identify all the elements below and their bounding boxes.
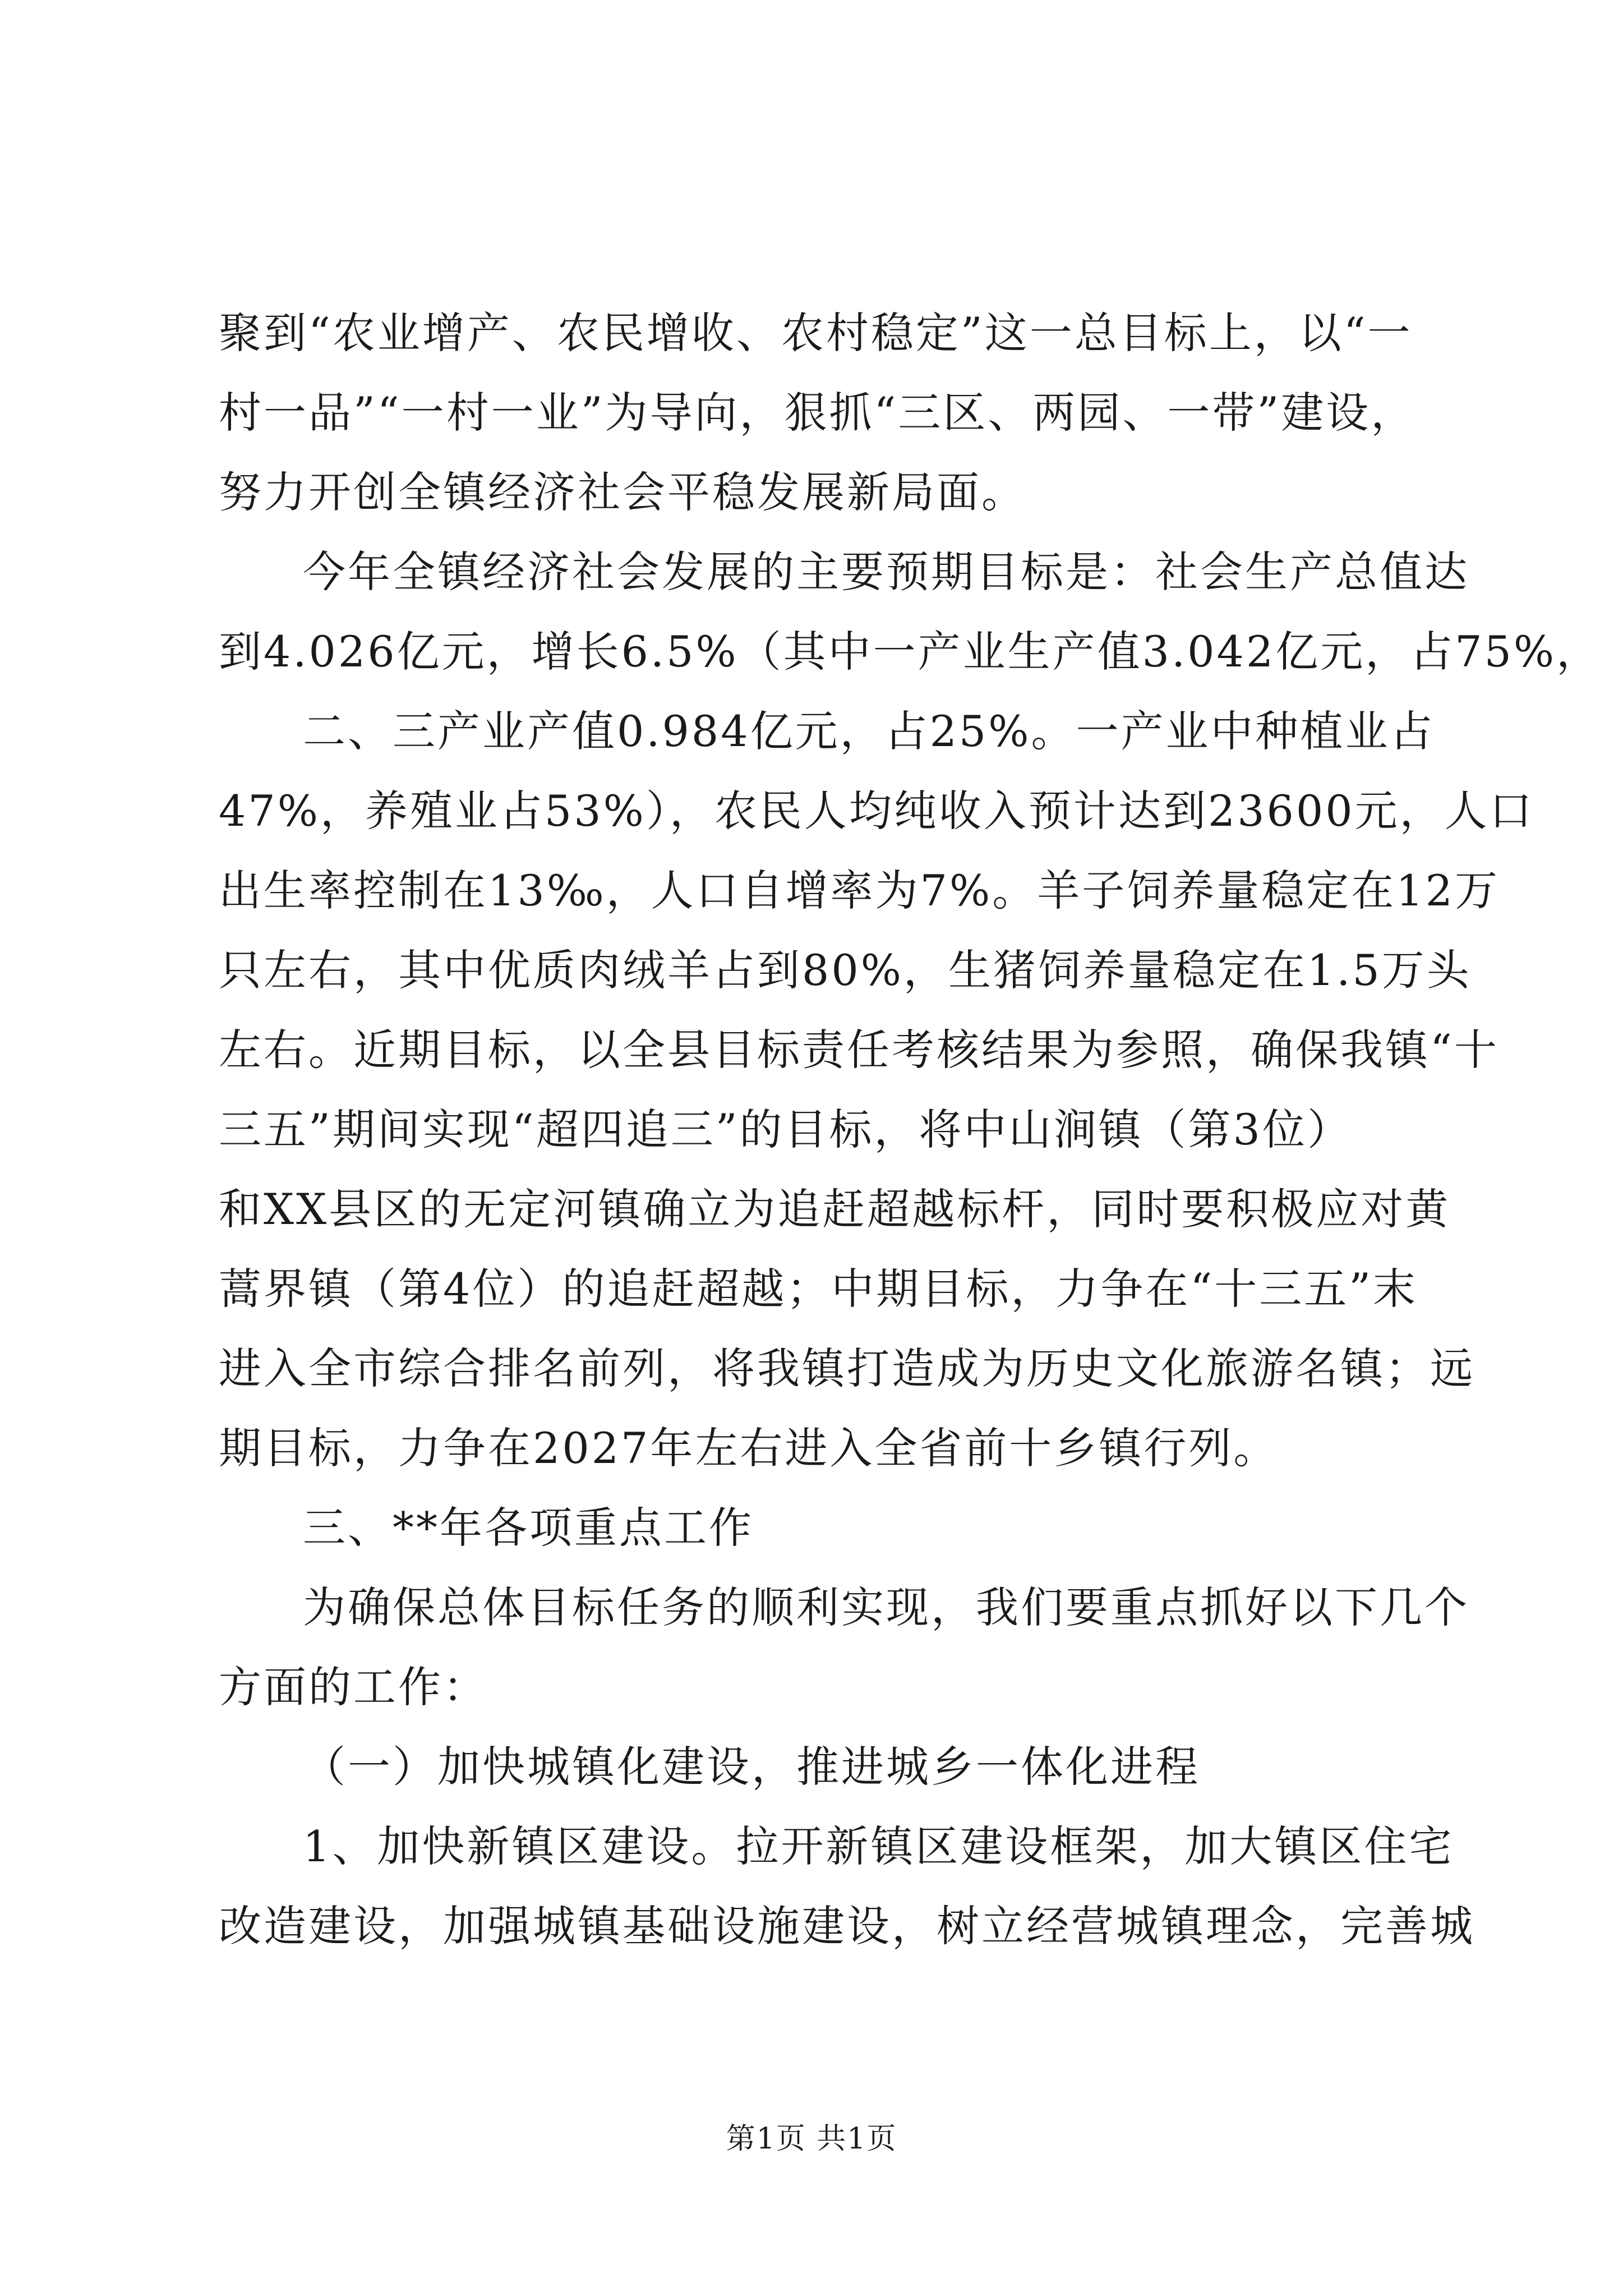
text-line-2: 村一品”“一村一业”为导向，狠抓“三区、两园、一带”建设， [219,388,1416,438]
text-line-14: 进入全市综合排名前列，将我镇打造成为历史文化旅游名镇；远 [219,1343,1475,1393]
text-line-5: 到4.026亿元，增长6.5%（其中一产业生产值3.042亿元，占75%， [219,627,1602,677]
text-line-21: 改造建设，加强城镇基础设施建设，树立经营城镇理念，完善城 [219,1901,1475,1951]
text-line-15: 期目标，力争在2027年左右进入全省前十乡镇行列。 [219,1423,1279,1473]
text-line-6: 二、三产业产值0.984亿元，占25%。一产业中种植业占 [303,706,1435,756]
page-footer: 第1页 共1页 [726,2122,897,2156]
text-line-18: 方面的工作： [219,1662,488,1712]
text-line-3: 努力开创全镇经济社会平稳发展新局面。 [219,467,1026,517]
text-line-13: 蒿界镇（第4位）的追赶超越；中期目标，力争在“十三五”末 [219,1264,1418,1314]
subsection-heading-1: （一）加快城镇化建设，推进城乡一体化进程 [303,1742,1200,1792]
text-line-9: 只左右，其中优质肉绒羊占到80%，生猪饲养量稳定在1.5万头 [219,945,1472,995]
text-line-17: 为确保总体目标任务的顺利实现，我们要重点抓好以下几个 [303,1582,1469,1632]
section-heading-3: 三、**年各项重点工作 [303,1503,754,1553]
text-line-7: 47%，养殖业占53%），农民人均纯收入预计达到23600元，人口 [219,786,1534,836]
text-line-11: 三五”期间实现“超四追三”的目标，将中山涧镇（第3位） [219,1105,1352,1154]
text-line-1: 聚到“农业增产、农民增收、农村稳定”这一总目标上，以“一 [219,308,1413,358]
text-line-10: 左右。近期目标，以全县目标责任考核结果为参照，确保我镇“十 [219,1025,1499,1075]
text-line-8: 出生率控制在13‰，人口自增率为7%。羊子饲养量稳定在12万 [219,866,1500,915]
text-line-4: 今年全镇经济社会发展的主要预期目标是：社会生产总值达 [303,547,1469,597]
text-line-20: 1、加快新镇区建设。拉开新镇区建设框架，加大镇区住宅 [303,1821,1454,1871]
text-line-12: 和XX县区的无定河镇确立为追赶超越标杆，同时要积极应对黄 [219,1184,1451,1234]
